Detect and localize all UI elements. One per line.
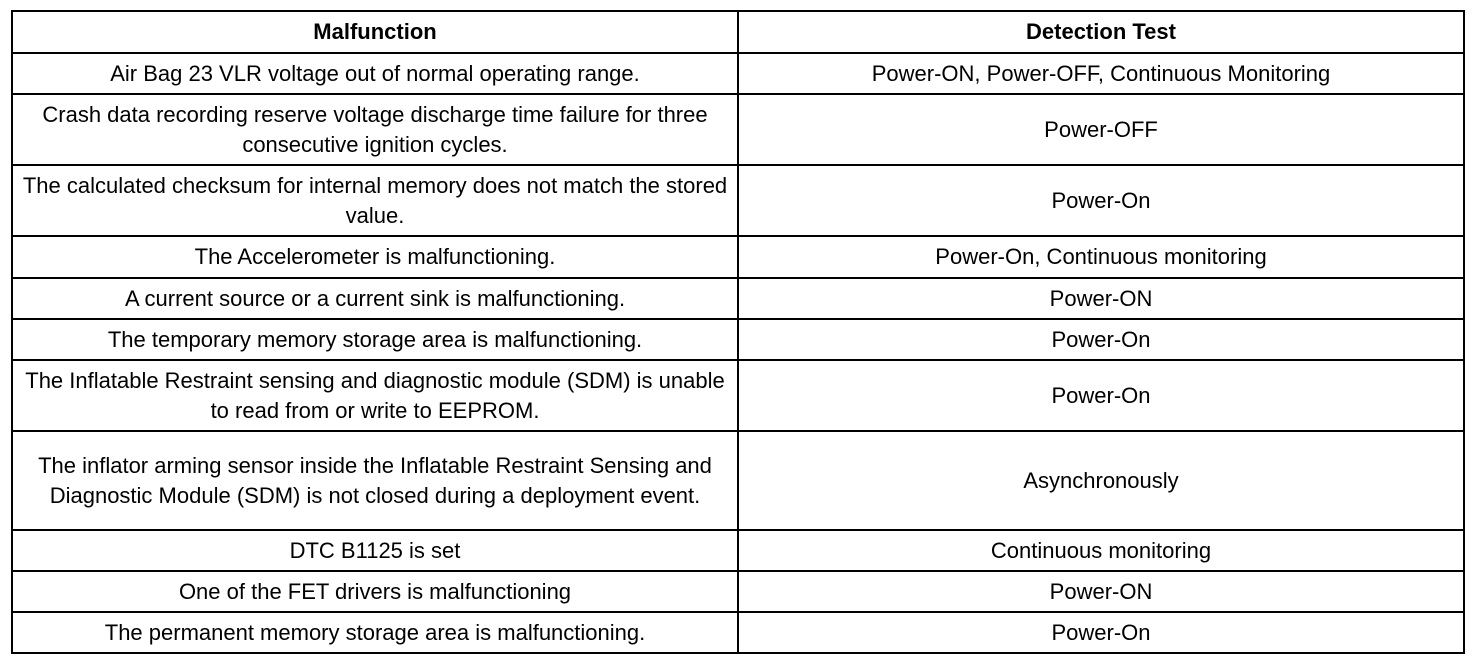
detection-test-cell: Power-On [738, 360, 1464, 431]
malfunction-cell: A current source or a current sink is malfunctioning. [12, 278, 738, 319]
detection-test-cell: Power-On, Continuous monitoring [738, 236, 1464, 278]
malfunction-cell: Air Bag 23 VLR voltage out of normal operating range. [12, 53, 738, 94]
detection-test-cell: Asynchronously [738, 431, 1464, 530]
detection-test-cell: Power-ON, Power-OFF, Continuous Monitoring [738, 53, 1464, 94]
detection-test-cell: Continuous monitoring [738, 530, 1464, 571]
detection-test-cell: Power-ON [738, 278, 1464, 319]
malfunction-cell: The Accelerometer is malfunctioning. [12, 236, 738, 278]
detection-test-cell: Power-On [738, 319, 1464, 360]
header-detection-test: Detection Test [738, 11, 1464, 53]
table-row [12, 319, 1464, 360]
malfunction-detection-table [11, 10, 1465, 654]
table-row [12, 53, 1464, 94]
table-row [12, 278, 1464, 319]
detection-test-cell: Power-On [738, 165, 1464, 236]
malfunction-cell: The inflator arming sensor inside the Inflatable Restraint Sensing and Diagnostic Module (SDM) is not closed during a deployment event. [12, 431, 738, 530]
malfunction-cell: The temporary memory storage area is malfunctioning. [12, 319, 738, 360]
malfunction-cell: The permanent memory storage area is malfunctioning. [12, 612, 738, 653]
table-row [12, 165, 1464, 236]
table-row [12, 530, 1464, 571]
detection-test-cell: Power-ON [738, 571, 1464, 612]
malfunction-cell: The calculated checksum for internal memory does not match the stored value. [12, 165, 738, 236]
malfunction-cell: The Inflatable Restraint sensing and diagnostic module (SDM) is unable to read from or write to EEPROM. [12, 360, 738, 431]
malfunction-cell: One of the FET drivers is malfunctioning [12, 571, 738, 612]
malfunction-cell: DTC B1125 is set [12, 530, 738, 571]
header-malfunction: Malfunction [12, 11, 738, 53]
table-row [12, 94, 1464, 165]
malfunction-cell: Crash data recording reserve voltage discharge time failure for three consecutive ignition cycles. [12, 94, 738, 165]
table-row [12, 571, 1464, 612]
table-row [12, 612, 1464, 653]
header-row [12, 11, 1464, 53]
detection-test-cell: Power-On [738, 612, 1464, 653]
detection-test-cell: Power-OFF [738, 94, 1464, 165]
table-row [12, 236, 1464, 278]
table-row [12, 431, 1464, 530]
table-row [12, 360, 1464, 431]
